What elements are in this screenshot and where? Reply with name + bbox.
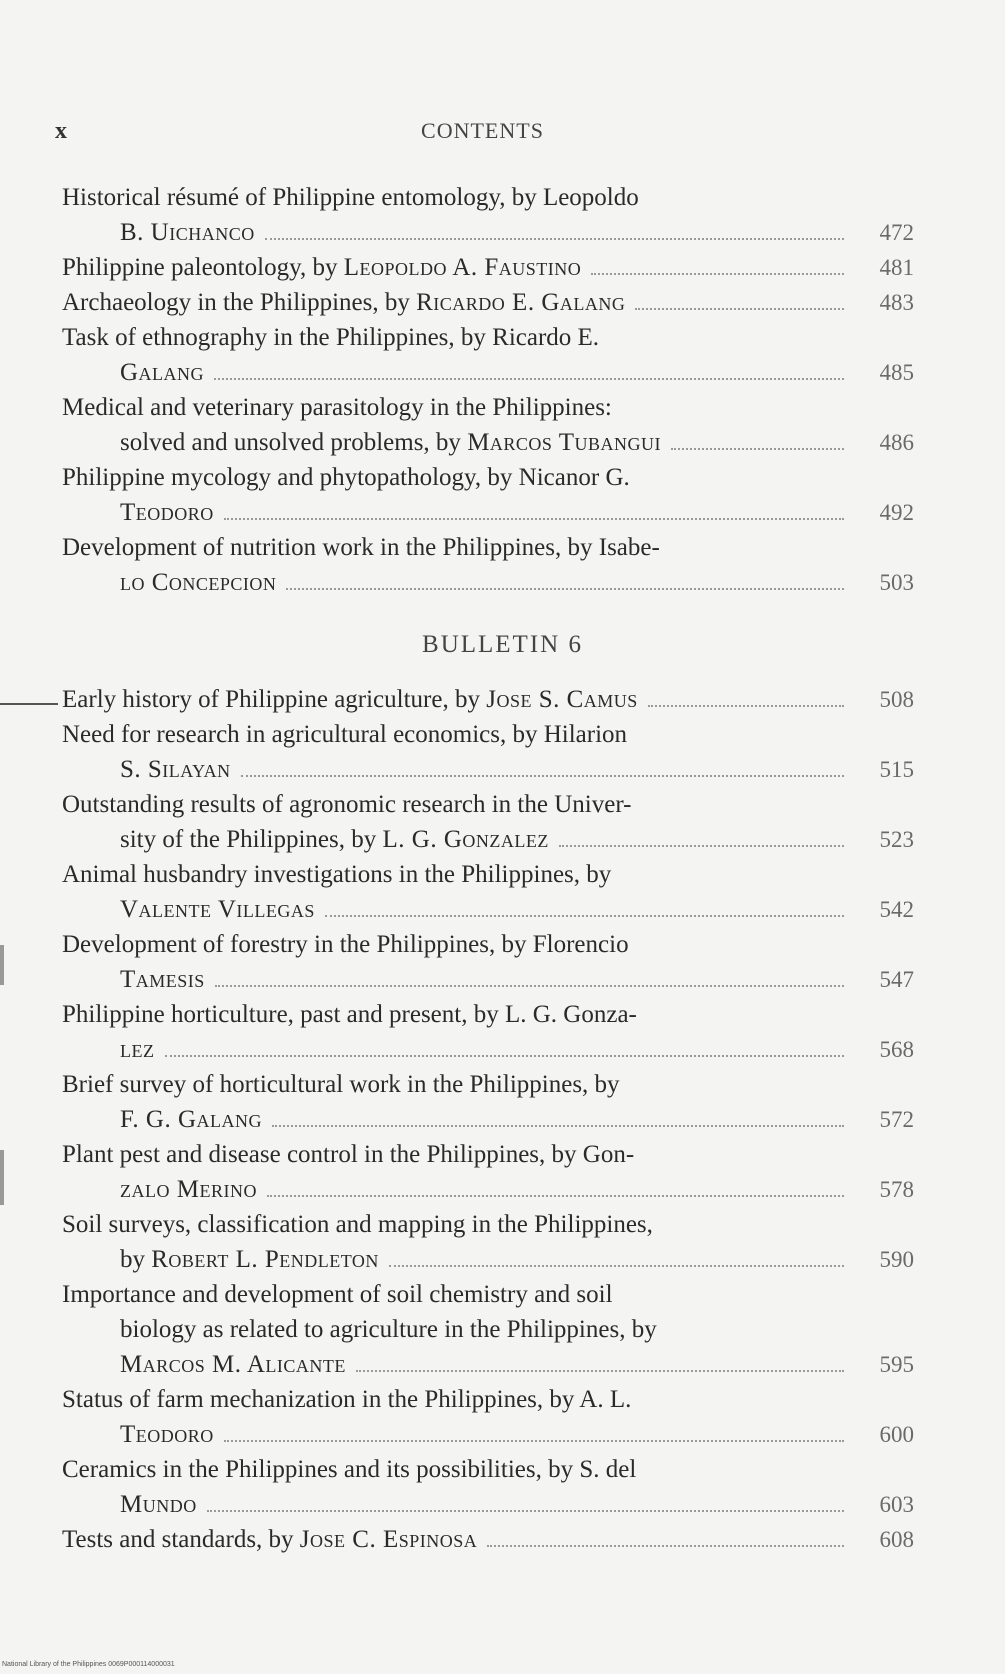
entry-title: by: [120, 1246, 152, 1273]
entry-last-line: [62, 285, 914, 320]
entry-page-number: 603: [879, 1492, 914, 1517]
entry-title: solved and unsolved problems, by: [120, 429, 468, 456]
dot-leader: [214, 378, 844, 380]
entry-author: B. Uichanco: [120, 219, 255, 246]
entry-last-line: [62, 1172, 914, 1207]
entry-page-number: 590: [879, 1247, 914, 1272]
entry-title: Archaeology in the Philippines, by: [62, 289, 417, 316]
contents-list-a: [62, 180, 914, 600]
dot-leader: [224, 1440, 844, 1442]
entry-tail: [62, 1522, 477, 1557]
dot-leader: [265, 238, 844, 240]
entry-title-line: Development of nutrition work in the Philippines, by Isabe-: [62, 534, 660, 561]
toc-entry: [62, 857, 914, 927]
entry-tail: [120, 1417, 214, 1452]
entry-last-line: [62, 682, 914, 717]
entry-title-line: Soil surveys, classification and mapping in the Philippines,: [62, 1211, 653, 1238]
entry-last-line: [62, 1242, 914, 1277]
entry-author: F. G. Galang: [120, 1106, 263, 1133]
entry-last-line: [62, 962, 914, 997]
entry-last-line: [62, 892, 914, 927]
entry-author: lez: [120, 1036, 155, 1063]
dot-leader: [272, 1125, 844, 1127]
toc-entry: [62, 787, 914, 857]
toc-entry: [62, 682, 914, 717]
toc-entry: [62, 390, 914, 460]
entry-page-number: 492: [879, 500, 914, 525]
entry-tail: [120, 1102, 262, 1137]
entry-author: Teodoro: [120, 1421, 214, 1448]
entry-title-line: Philippine mycology and phytopathology, by Nicanor G.: [62, 464, 630, 491]
entry-author: Leopoldo A. Faustino: [343, 254, 582, 281]
toc-entry: [62, 1277, 914, 1382]
running-title: CONTENTS: [421, 118, 544, 143]
dot-leader: [241, 775, 844, 777]
toc-entry: [62, 285, 914, 320]
toc-entry: [62, 717, 914, 787]
entry-tail: [120, 962, 205, 997]
entry-tail: [62, 250, 581, 285]
entry-page-number: 547: [879, 967, 914, 992]
entry-title-line: Medical and veterinary parasitology in the Philippines:: [62, 394, 612, 421]
entry-page-number: 578: [879, 1177, 914, 1202]
entry-author: Robert L. Pendleton: [151, 1246, 379, 1273]
margin-dash: [0, 703, 58, 705]
entry-title: sity of the Philippines, by: [120, 826, 383, 853]
toc-entry: [62, 1452, 914, 1522]
entry-page-number: 608: [879, 1527, 914, 1552]
page-number: x: [55, 118, 67, 144]
dot-leader: [325, 915, 844, 917]
dot-leader: [671, 448, 844, 450]
entry-title-line: Task of ethnography in the Philippines, by Ricardo E.: [62, 324, 600, 351]
entry-page-number: 483: [879, 290, 914, 315]
entry-author: L. G. Gonzalez: [382, 826, 549, 853]
entry-title-line: Historical résumé of Philippine entomology, by Leopoldo: [62, 184, 639, 211]
entry-tail: [120, 355, 204, 390]
entry-page-number: 595: [879, 1352, 914, 1377]
dot-leader: [635, 308, 844, 310]
toc-entry: [62, 250, 914, 285]
entry-page-number: 572: [879, 1107, 914, 1132]
toc-entry: [62, 997, 914, 1067]
dot-leader: [267, 1195, 844, 1197]
section-heading: BULLETIN 6: [422, 631, 583, 658]
entry-title-line: Outstanding results of agronomic research in the Univer-: [62, 791, 632, 818]
dot-leader: [224, 518, 844, 520]
entry-author: Marcos M. Alicante: [120, 1351, 346, 1378]
toc-entry: [62, 320, 914, 390]
toc-entry: [62, 1382, 914, 1452]
entry-page-number: 523: [879, 827, 914, 852]
entry-author: Teodoro: [120, 499, 214, 526]
entry-tail: [120, 892, 315, 927]
dot-leader: [165, 1055, 845, 1057]
entry-title-line: Importance and development of soil chemistry and soil: [62, 1281, 613, 1308]
entry-author: Tamesis: [120, 966, 205, 993]
entry-page-number: 600: [879, 1422, 914, 1447]
entry-tail: [120, 1172, 257, 1207]
entry-page-number: 542: [879, 897, 914, 922]
entry-title-line: Brief survey of horticultural work in the Philippines, by: [62, 1071, 620, 1098]
entry-title-line: biology as related to agriculture in the Philippines, by: [120, 1316, 657, 1343]
entry-last-line: [62, 1102, 914, 1137]
entry-author: Ricardo E. Galang: [416, 289, 626, 316]
entry-tail: [120, 495, 214, 530]
toc-entry: [62, 530, 914, 600]
entry-last-line: [62, 250, 914, 285]
toc-entry: [62, 927, 914, 997]
footer-credit: National Library of the Philippines 0069P000114000031: [2, 1661, 175, 1668]
dot-leader: [207, 1510, 844, 1512]
entry-title: Philippine paleontology, by: [62, 254, 344, 281]
contents-list-b: [62, 682, 914, 1557]
entry-last-line: [62, 752, 914, 787]
entry-title-line: Status of farm mechanization in the Philippines, by A. L.: [62, 1386, 632, 1413]
entry-author: lo Concepcion: [120, 569, 277, 596]
entry-last-line: [62, 1522, 914, 1557]
dot-leader: [487, 1545, 844, 1547]
entry-author: Marcos Tubangui: [467, 429, 662, 456]
entry-author: S. Silayan: [120, 756, 231, 783]
entry-last-line: [62, 822, 914, 857]
entry-last-line: [62, 1487, 914, 1522]
entry-page-number: 485: [879, 360, 914, 385]
entry-page-number: 515: [879, 757, 914, 782]
entry-tail: [120, 1487, 197, 1522]
toc-entry: [62, 1522, 914, 1557]
edge-mark: [0, 945, 4, 985]
entry-author: Galang: [120, 359, 205, 386]
entry-last-line: [62, 1417, 914, 1452]
dot-leader: [559, 845, 844, 847]
entry-tail: [120, 1242, 379, 1277]
entry-tail: [62, 682, 638, 717]
entry-tail: [120, 1347, 346, 1382]
entry-title-line: Ceramics in the Philippines and its possibilities, by S. del: [62, 1456, 637, 1483]
toc-entry: [62, 1137, 914, 1207]
dot-leader: [356, 1370, 844, 1372]
entry-author: Valente Villegas: [120, 896, 315, 923]
entry-last-line: [62, 355, 914, 390]
entry-page-number: 481: [879, 255, 914, 280]
entry-title-line: Plant pest and disease control in the Philippines, by Gon-: [62, 1141, 635, 1168]
entry-author: zalo Merino: [120, 1176, 257, 1203]
dot-leader: [389, 1265, 844, 1267]
toc-entry: [62, 460, 914, 530]
dot-leader: [286, 588, 844, 590]
entry-author: Mundo: [120, 1491, 197, 1518]
edge-mark: [0, 1150, 4, 1205]
entry-page-number: 472: [879, 220, 914, 245]
entry-author: Jose C. Espinosa: [299, 1526, 478, 1553]
entry-title: Early history of Philippine agriculture, by: [62, 686, 487, 713]
entry-page-number: 508: [879, 687, 914, 712]
toc-entry: [62, 1207, 914, 1277]
entry-tail: [62, 285, 625, 320]
entry-tail: [120, 425, 661, 460]
entry-tail: [120, 822, 549, 857]
dot-leader: [648, 705, 844, 707]
entry-tail: [120, 215, 255, 250]
entry-title-line: Need for research in agricultural economics, by Hilarion: [62, 721, 628, 748]
entry-last-line: [62, 1032, 914, 1067]
entry-last-line: [62, 215, 914, 250]
entry-last-line: [62, 565, 914, 600]
entry-title-line: Development of forestry in the Philippines, by Florencio: [62, 931, 629, 958]
dot-leader: [591, 273, 844, 275]
entry-tail: [120, 1032, 155, 1067]
toc-entry: [62, 1067, 914, 1137]
entry-page-number: 486: [879, 430, 914, 455]
entry-author: Jose S. Camus: [486, 686, 638, 713]
entry-tail: [120, 565, 276, 600]
entry-tail: [120, 752, 231, 787]
entry-title-line: Philippine horticulture, past and present, by L. G. Gonza-: [62, 1001, 637, 1028]
entry-page-number: 503: [879, 570, 914, 595]
entry-title-line: Animal husbandry investigations in the Philippines, by: [62, 861, 612, 888]
page-header: [55, 118, 910, 148]
entry-last-line: [62, 495, 914, 530]
toc-entry: [62, 180, 914, 250]
dot-leader: [215, 985, 844, 987]
entry-page-number: 568: [879, 1037, 914, 1062]
entry-last-line: [62, 1347, 914, 1382]
entry-last-line: [62, 425, 914, 460]
entry-title: Tests and standards, by: [62, 1526, 300, 1553]
